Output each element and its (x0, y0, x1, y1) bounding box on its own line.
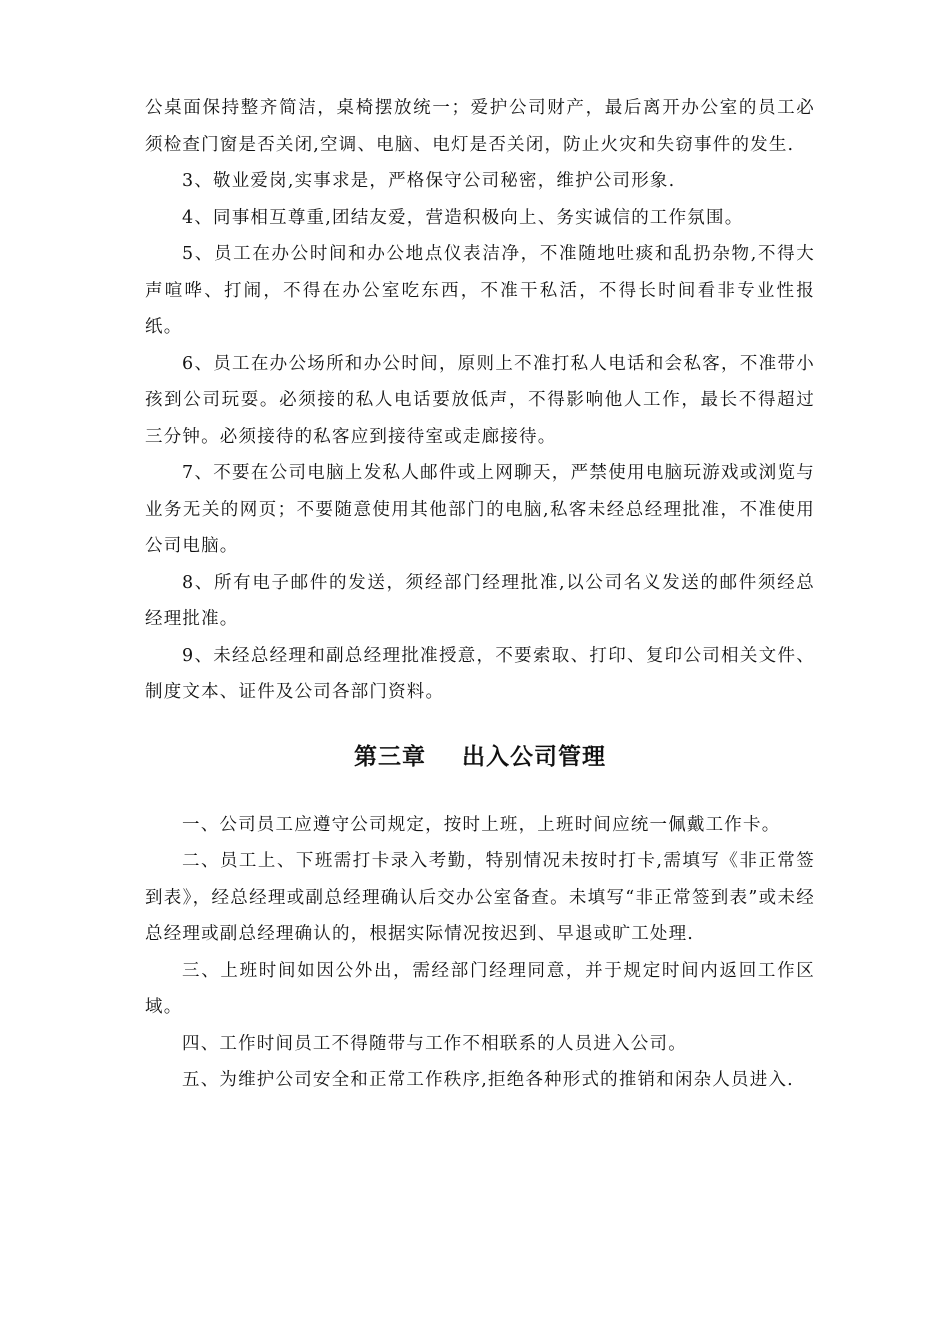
paragraph-item-2: 二、员工上、下班需打卡录入考勤，特别情况未按时打卡,需填写《非正常签到表》，经总经理或副总经理确认后交办公室备查。未填写“非正常签到表”或未经总经理或副总经理确认的，根据实际情况按迟到、早退或旷工处理. (145, 851, 815, 944)
chapter-title: 第三章 出入公司管理 (353, 743, 607, 770)
paragraph-rule-5: 5、员工在办公时间和办公地点仪表洁净，不准随地吐痰和乱扔杂物,不得大声喧哗、打闹，不得在办公室吃东西，不准干私活，不得长时间看非专业性报纸。 (145, 244, 815, 337)
paragraph-rule-8: 8、所有电子邮件的发送，须经部门经理批准,以公司名义发送的邮件须经总经理批准。 (145, 572, 815, 629)
paragraph-rule-4: 4、同事相互尊重,团结友爱，营造积极向上、务实诚信的工作氛围。 (182, 207, 744, 228)
paragraph-continuation: 公桌面保持整齐简洁，桌椅摆放统一；爱护公司财产，最后离开办公室的员工必须检查门窗是否关闭,空调、电脑、电灯是否关闭，防止火灾和失窃事件的发生. (145, 98, 815, 155)
paragraph-item-3: 三、上班时间如因公外出，需经部门经理同意，并于规定时间内返回工作区域。 (145, 960, 815, 1017)
paragraph-item-4: 四、工作时间员工不得随带与工作不相联系的人员进入公司。 (182, 1033, 687, 1054)
paragraph-rule-3: 3、敬业爱岗,实事求是，严格保守公司秘密，维护公司形象. (182, 171, 676, 191)
paragraph-rule-6: 6、员工在办公场所和办公时间，原则上不准打私人电话和会私客，不准带小孩到公司玩耍。必须接的私人电话要放低声，不得影响他人工作，最长不得超过三分钟。必须接待的私客应到接待室或走廊接待。 (145, 353, 815, 447)
paragraph-item-1: 一、公司员工应遵守公司规定，按时上班，上班时间应统一佩戴工作卡。 (182, 814, 781, 835)
paragraph-rule-7: 7、不要在公司电脑上发私人邮件或上网聊天，严禁使用电脑玩游戏或浏览与业务无关的网页；不要随意使用其他部门的电脑,私客未经总经理批准，不准使用公司电脑。 (145, 463, 815, 556)
paragraph-item-5: 五、为维护公司安全和正常工作秩序,拒绝各种形式的推销和闲杂人员进入. (182, 1070, 794, 1090)
paragraph-rule-9: 9、未经总经理和副总经理批准授意，不要索取、打印、复印公司相关文件、制度文本、证件及公司各部门资料。 (145, 645, 815, 702)
document-page (145, 90, 815, 1099)
